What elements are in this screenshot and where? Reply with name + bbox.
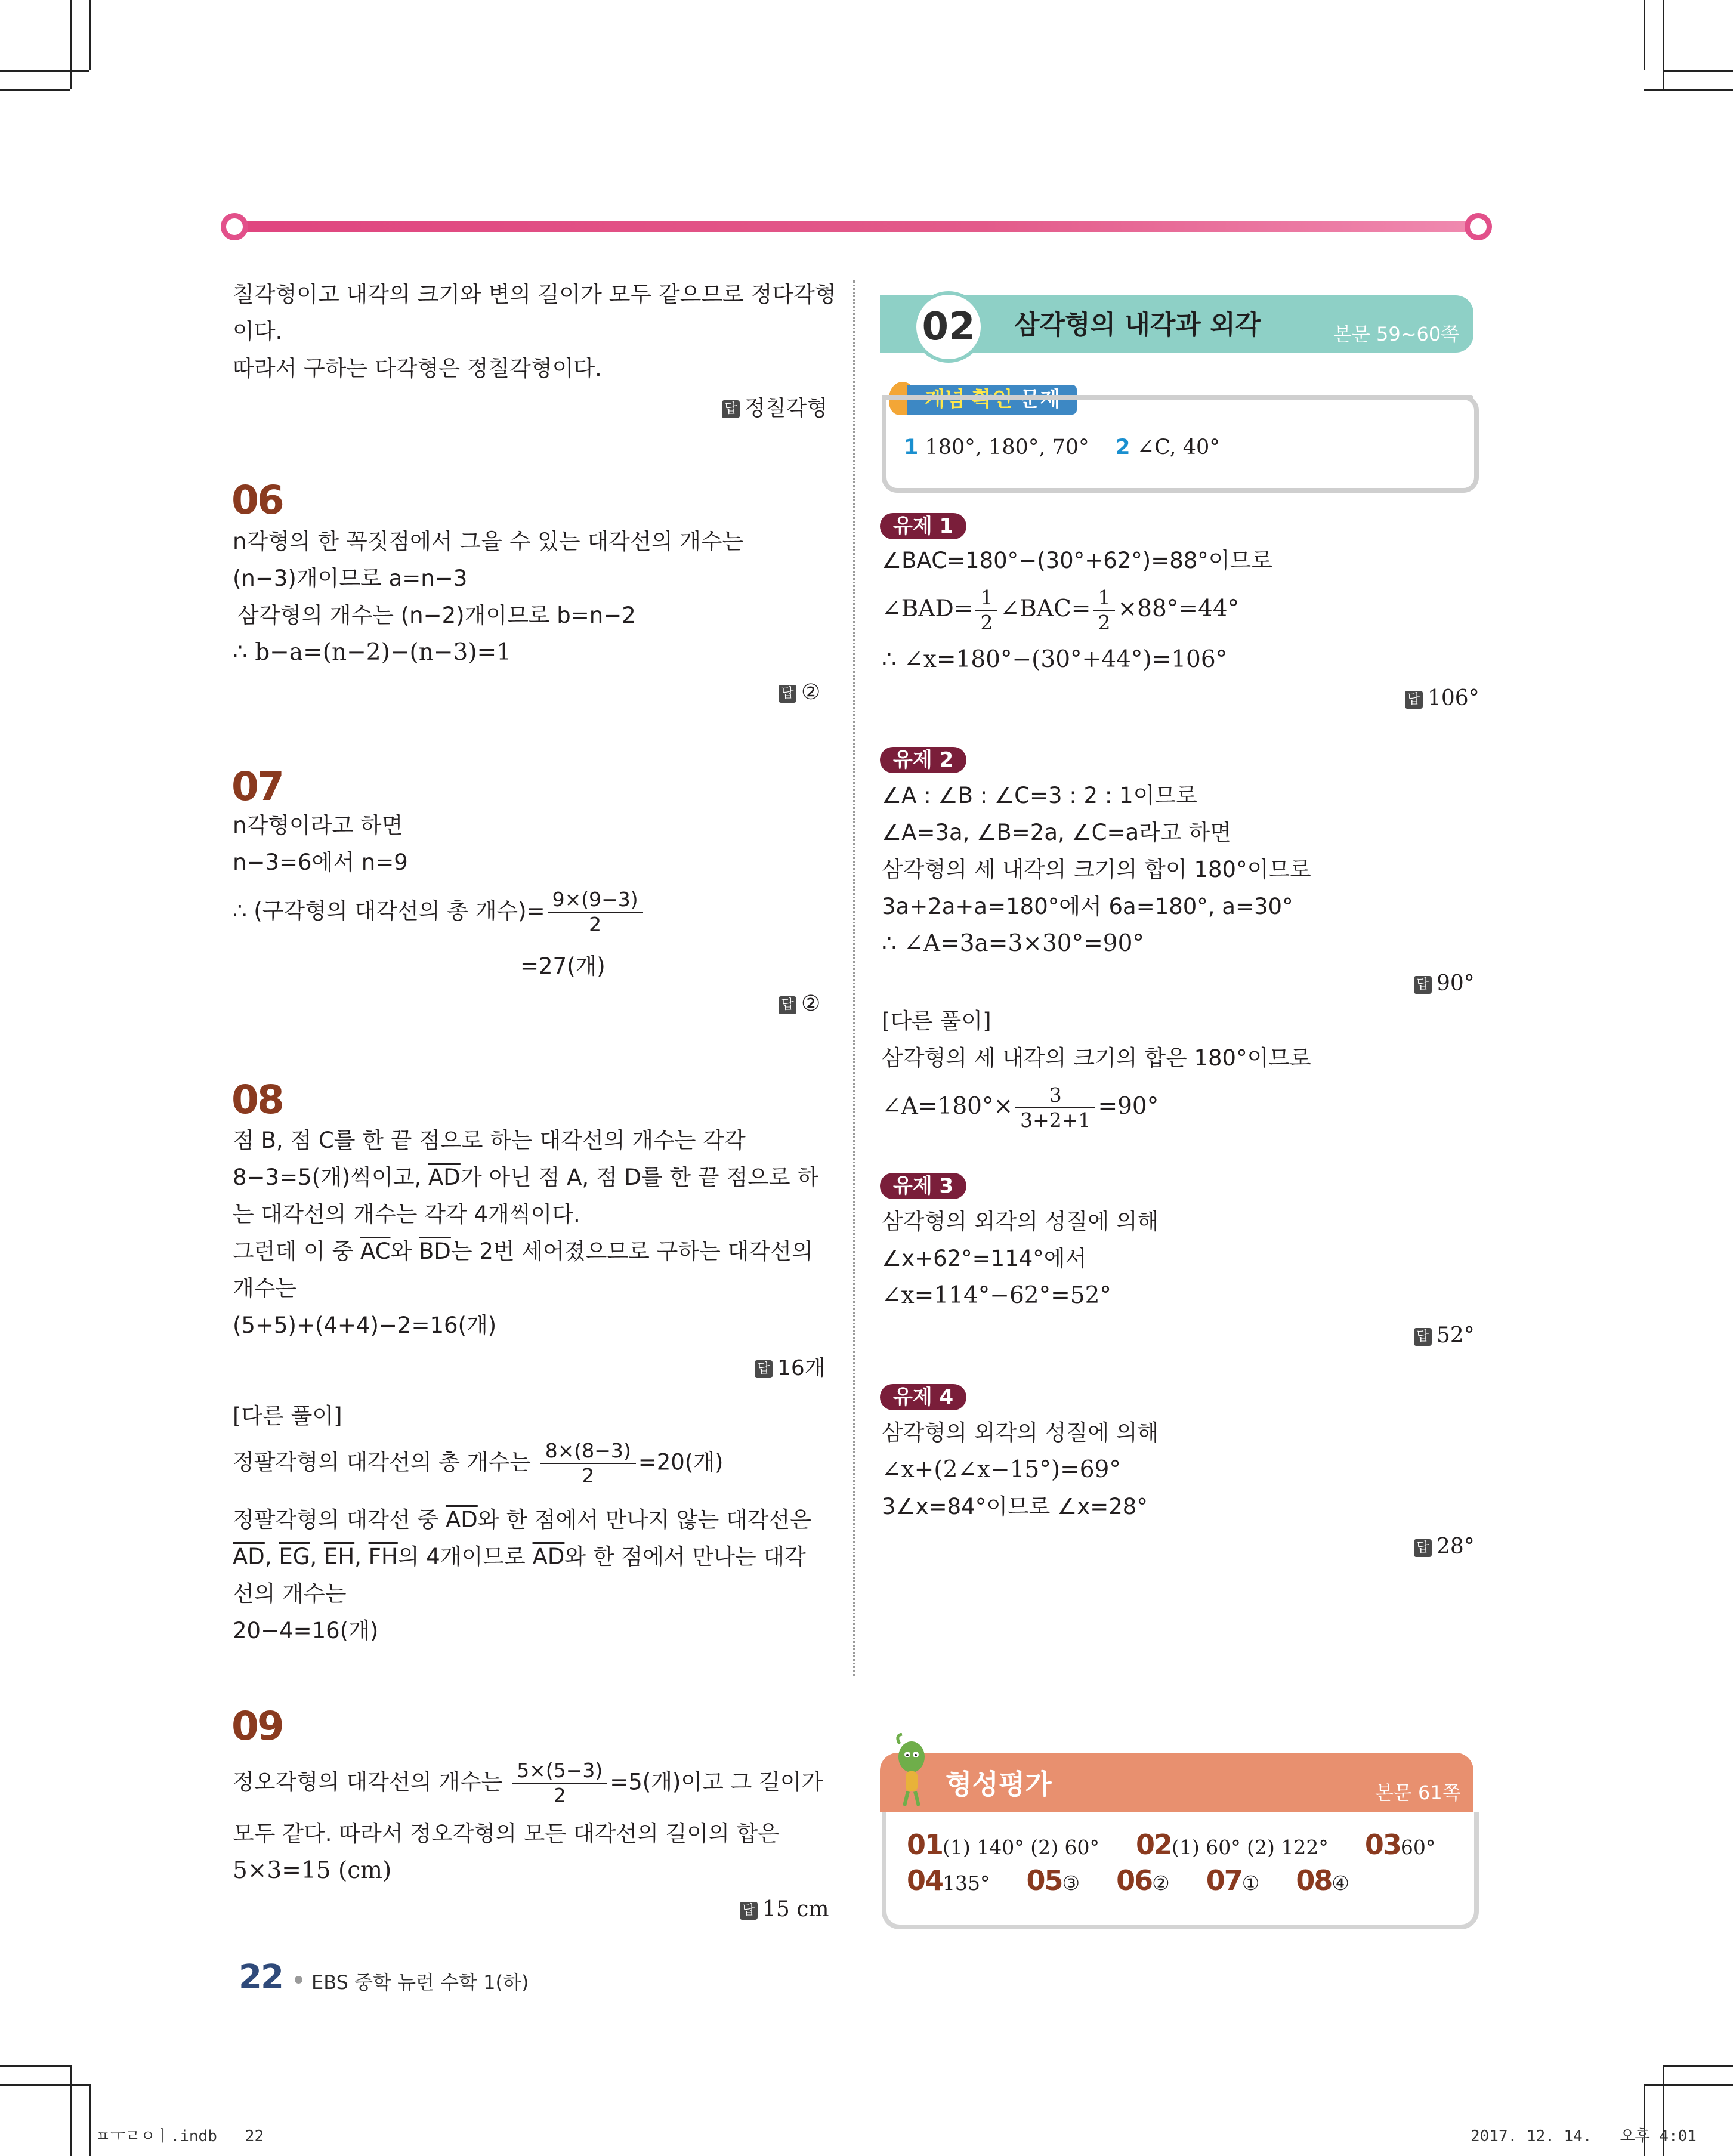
answer-text: ② <box>801 680 821 705</box>
numerator: 3 <box>1015 1083 1095 1108</box>
eval-item-number: 07 <box>1206 1864 1242 1896</box>
solution-line: 삼각형의 세 내각의 크기의 합이 180°이므로 <box>882 857 1311 882</box>
solution-text: 의 4개이므로 <box>397 1544 533 1570</box>
eval-item-answer: 60° <box>1400 1836 1436 1859</box>
crop-mark <box>0 2065 70 2067</box>
header-bar-endcap <box>221 213 248 240</box>
solution-text: ∠BAD= <box>882 595 974 622</box>
solution-line: 모두 같다. 따라서 정오각형의 모든 대각선의 길이의 합은 <box>233 1821 780 1846</box>
answer-mark: 답 <box>1405 691 1423 709</box>
fraction <box>1093 586 1115 635</box>
eval-item-number: 04 <box>907 1864 943 1896</box>
crop-mark <box>0 2084 89 2086</box>
solution-line: $\overline{AD}$, $\overline{EG}$, $\overline{EH}$, $\overline{FH}$의 4개이므로 $\overline{AD}$와 한 점에서 만나는 대각 <box>233 1544 806 1570</box>
crop-mark <box>1663 2065 1733 2067</box>
concept-label-a: 개념 확인 <box>925 388 1013 412</box>
answer <box>740 1897 829 1922</box>
denominator: 2 <box>980 611 993 634</box>
section-title: 삼각형의 내각과 외각 <box>1014 310 1261 340</box>
answer <box>1414 1534 1475 1559</box>
denominator: 2 <box>553 1784 566 1807</box>
segment: $\overline{BD}$ <box>419 1238 451 1264</box>
crop-mark <box>1663 70 1733 72</box>
segment: $\overline{FH}$ <box>368 1544 398 1570</box>
solution-text: 정오각형의 대각선의 개수는 <box>233 1769 510 1795</box>
solution-line <box>233 1439 723 1488</box>
solution-line: ∴ ∠A=3a=3×30°=90° <box>882 930 1144 957</box>
solution-line: n각형의 한 꼭짓점에서 그을 수 있는 대각선의 개수는 <box>233 529 744 554</box>
solution-line: 선의 개수는 <box>233 1581 347 1607</box>
solution-line: 20−4=16(개) <box>233 1618 379 1644</box>
eval-item-answer: 135° <box>943 1871 990 1895</box>
intro-line: 따라서 구하는 다각형은 정칠각형이다. <box>233 356 602 381</box>
segment: $\overline{AD}$ <box>428 1165 461 1190</box>
solution-line: 삼각형의 외각의 성질에 의해 <box>882 1420 1159 1445</box>
solution-line: 3∠x=84°이므로 ∠x=28° <box>882 1494 1148 1519</box>
answer <box>1414 1323 1475 1348</box>
solution-line: n−3=6에서 n=9 <box>233 850 408 875</box>
concept-answer: ∠C, 40° <box>1136 435 1220 459</box>
fraction <box>1015 1083 1095 1132</box>
solution-text: ∠A=180°× <box>882 1093 1014 1120</box>
solution-line: n각형이라고 하면 <box>233 813 403 838</box>
print-slug-date: 2017. 12. 14. 오후 4:01 <box>1471 2127 1697 2145</box>
answer <box>779 991 820 1016</box>
page-number: 22 <box>239 1958 283 1997</box>
numerator: 1 <box>1093 586 1115 611</box>
solution-text: =20(개) <box>638 1449 724 1475</box>
denominator: 2 <box>589 913 602 936</box>
crop-mark <box>0 89 70 91</box>
solution-line <box>233 1506 811 1534</box>
eval-ref: 본문 61쪽 <box>1375 1781 1461 1804</box>
numerator: 5×(5−3) <box>512 1759 607 1784</box>
eval-item-number: 05 <box>1026 1864 1062 1896</box>
intro-line: 칠각형이고 내각의 크기와 변의 길이가 모두 같으므로 정다각형 <box>233 282 836 307</box>
solution-line <box>233 888 645 937</box>
answer-text: 28° <box>1437 1534 1475 1559</box>
segment: $\overline{AC}$ <box>360 1238 391 1264</box>
solution-text: ×88°=44° <box>1117 595 1240 622</box>
eval-row <box>907 1866 1349 1898</box>
solution-line: (n−3)개이므로 a=n−3 <box>233 566 468 591</box>
crop-mark <box>70 0 72 89</box>
answer-text: ② <box>801 991 821 1016</box>
answer-mark: 답 <box>779 996 796 1014</box>
solution-line: 삼각형의 개수는 (n−2)개이므로 b=n−2 <box>237 603 636 628</box>
solution-text: 정팔각형의 대각선 중 <box>233 1507 446 1533</box>
eval-item-number: 02 <box>1135 1828 1172 1861</box>
column-divider <box>853 280 855 1676</box>
answer <box>779 680 820 705</box>
answer-mark: 답 <box>740 1902 758 1920</box>
numerator: 9×(9−3) <box>548 888 643 913</box>
segment: $\overline{EG}$ <box>279 1544 310 1570</box>
segment: $\overline{AD}$ <box>532 1544 565 1570</box>
alt-solution-label: [다른 풀이] <box>233 1403 342 1429</box>
solution-text: ∠BAC= <box>1000 595 1091 622</box>
exercise-badge: 유제 3 <box>880 1173 966 1199</box>
solution-text: 와 한 점에서 만나는 대각 <box>564 1544 806 1570</box>
answer-mark: 답 <box>755 1360 773 1378</box>
intro-line: 이다. <box>233 319 283 344</box>
solution-text: ∴ (구각형의 대각선의 총 개수)= <box>233 898 545 924</box>
solution-line <box>233 1163 818 1192</box>
eval-item-number: 08 <box>1296 1864 1332 1896</box>
solution-line: ∠x+62°=114°에서 <box>882 1246 1087 1271</box>
eval-item-number: 03 <box>1364 1828 1401 1861</box>
answer <box>1405 686 1479 711</box>
fraction <box>975 586 997 635</box>
solution-text: 와 한 점에서 만나지 않는 대각선은 <box>477 1507 811 1533</box>
solution-line <box>882 1083 1159 1132</box>
solution-line <box>233 1759 823 1808</box>
crop-mark <box>0 70 89 72</box>
solution-line: 점 B, 점 C를 한 끝 점으로 하는 대각선의 개수는 각각 <box>233 1128 746 1153</box>
header-bar <box>230 221 1482 232</box>
answer-text: 90° <box>1437 971 1475 996</box>
concept-answers <box>904 433 1220 462</box>
denominator: 2 <box>1098 611 1111 634</box>
solution-text: 가 아닌 점 A, 점 D를 한 끝 점으로 하 <box>460 1165 819 1190</box>
exercise-badge: 유제 1 <box>880 513 966 539</box>
eval-item-answer: (1) 60° (2) 122° <box>1171 1836 1329 1859</box>
solution-line: ∠x+(2∠x−15°)=69° <box>882 1456 1121 1483</box>
solution-line: ∴ ∠x=180°−(30°+44°)=106° <box>882 646 1228 673</box>
solution-line: 3a+2a+a=180°에서 6a=180°, a=30° <box>882 894 1293 919</box>
problem-number: 08 <box>231 1077 283 1123</box>
footer-book-title: EBS 중학 뉴런 수학 1(하) <box>311 1971 529 1994</box>
solution-line: =27(개) <box>520 953 606 979</box>
solution-line: ∠A : ∠B : ∠C=3 : 2 : 1이므로 <box>882 783 1197 808</box>
mascot-icon <box>888 1733 935 1811</box>
section-number: 02 <box>913 291 984 363</box>
crop-mark <box>1663 0 1664 89</box>
solution-line: ∴ b−a=(n−2)−(n−3)=1 <box>233 639 512 666</box>
eval-item-answer: ③ <box>1062 1871 1080 1895</box>
answer <box>722 391 827 422</box>
solution-line: 개수는 <box>233 1275 297 1301</box>
denominator: 2 <box>582 1464 595 1487</box>
answer <box>1414 971 1475 996</box>
eval-item-answer: ④ <box>1332 1871 1349 1895</box>
solution-line <box>233 1237 813 1266</box>
header-bar-endcap <box>1465 213 1492 240</box>
solution-line: ∠x=114°−62°=52° <box>882 1282 1111 1309</box>
answer-text: 16개 <box>777 1356 826 1380</box>
crop-mark <box>1644 2084 1733 2086</box>
solution-line: 5×3=15 (cm) <box>233 1857 392 1884</box>
eval-item-number: 01 <box>907 1828 943 1861</box>
segment: $\overline{AD}$ <box>233 1544 265 1570</box>
eval-item-answer: (1) 140° (2) 60° <box>943 1836 1099 1859</box>
fraction <box>548 888 643 937</box>
crop-mark <box>1644 0 1645 70</box>
solution-line: 삼각형의 외각의 성질에 의해 <box>882 1209 1159 1234</box>
print-slug-file: ㅍㅜㄹㅇㅣ.indb 22 <box>95 2127 264 2145</box>
alt-solution-label: [다른 풀이] <box>882 1008 991 1034</box>
segment: $\overline{AD}$ <box>445 1507 478 1533</box>
concept-label-b: 문제 <box>1012 388 1061 412</box>
solution-text: 와 <box>390 1238 419 1264</box>
problem-number: 07 <box>231 764 283 810</box>
solution-text: =90° <box>1098 1093 1159 1120</box>
section-ref: 본문 59~60쪽 <box>1333 323 1460 345</box>
problem-number: 06 <box>231 477 283 523</box>
solution-text: 8−3=5(개)씩이고, <box>233 1165 428 1190</box>
answer-text: 106° <box>1428 686 1479 711</box>
concept-answer: 180°, 180°, 70° <box>925 435 1089 459</box>
footer-dot <box>295 1976 302 1984</box>
eval-item-answer: ② <box>1152 1871 1170 1895</box>
crop-mark <box>1644 89 1733 91</box>
solution-line: (5+5)+(4+4)−2=16(개) <box>233 1312 497 1338</box>
answer-text: 15 cm <box>762 1897 829 1922</box>
solution-text: 그런데 이 중 <box>233 1238 360 1264</box>
eval-row <box>907 1830 1435 1862</box>
exercise-badge: 유제 4 <box>880 1384 966 1410</box>
eval-title: 형성평가 <box>946 1768 1052 1800</box>
crop-mark <box>70 2065 72 2156</box>
answer-text: 정칠각형 <box>745 396 828 421</box>
eval-item-number: 06 <box>1116 1864 1153 1896</box>
crop-mark <box>89 2084 91 2156</box>
answer-mark: 답 <box>1414 976 1432 994</box>
solution-text: 는 2번 세어졌으므로 구하는 대각선의 <box>450 1238 813 1264</box>
fraction <box>512 1759 607 1808</box>
numerator: 1 <box>975 586 997 611</box>
question-number: 1 <box>904 435 919 459</box>
solution-text: 정팔각형의 대각선의 총 개수는 <box>233 1449 538 1475</box>
solution-text: =5(개)이고 그 길이가 <box>610 1769 823 1795</box>
question-number: 2 <box>1116 435 1130 459</box>
solution-line: ∠A=3a, ∠B=2a, ∠C=a라고 하면 <box>882 820 1231 845</box>
answer-mark: 답 <box>1414 1539 1432 1557</box>
solution-line: ∠BAC=180°−(30°+62°)=88°이므로 <box>882 548 1273 573</box>
solution-line <box>882 586 1239 635</box>
answer <box>755 1351 826 1382</box>
denominator: 3+2+1 <box>1020 1108 1091 1132</box>
answer-text: 52° <box>1437 1323 1475 1348</box>
segment: $\overline{EH}$ <box>323 1544 355 1570</box>
answer-mark: 답 <box>722 400 740 418</box>
numerator: 8×(8−3) <box>540 1439 636 1464</box>
eval-item-answer: ① <box>1241 1871 1260 1895</box>
solution-line: 삼각형의 세 내각의 크기의 합은 180°이므로 <box>882 1045 1311 1071</box>
answer-mark: 답 <box>1414 1328 1432 1346</box>
fraction <box>540 1439 636 1488</box>
problem-number: 09 <box>231 1703 283 1749</box>
crop-mark <box>89 0 91 70</box>
exercise-badge: 유제 2 <box>880 747 966 773</box>
solution-line: 는 대각선의 개수는 각각 4개씩이다. <box>233 1201 580 1227</box>
answer-mark: 답 <box>779 685 796 703</box>
